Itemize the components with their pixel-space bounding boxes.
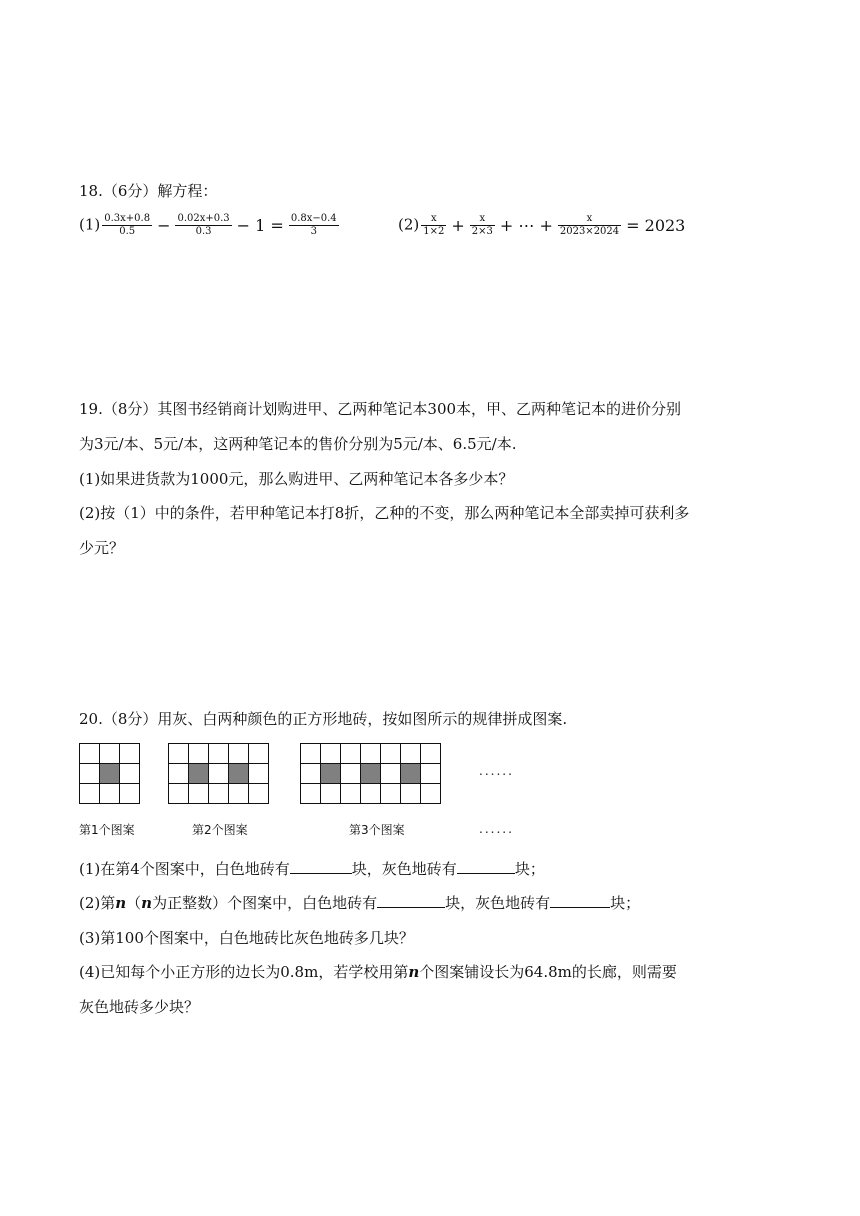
- eq2-frac3-numerator: x: [558, 213, 621, 226]
- eq2-frac2-denominator: 2×3: [471, 226, 493, 237]
- q20-part1-text-c: 块；: [514, 860, 545, 878]
- q20-part4-text-a: (4)已知每个小正方形的边长为0.8m，若学校用第: [79, 963, 409, 981]
- eq2-frac3-denominator: 2023×2024: [559, 226, 620, 237]
- q20-part2-text-e: 块；: [610, 894, 641, 912]
- q20-part-4-cont: 灰色地砖多少块？: [79, 998, 200, 1016]
- q20-part4-text-b: 个图案铺设长为64.8m的长廊，则需要: [419, 963, 677, 981]
- q19-part-2a: (2)按（1）中的条件，若甲种笔记本打8折，乙种的不变，那么两种笔记本全部卖掉可获利多: [79, 504, 690, 522]
- q18-equation-2: [398, 213, 688, 238]
- eq2-frac2-numerator: x: [470, 213, 495, 226]
- variable-n: n: [115, 894, 127, 912]
- eq2-rhs: = 2023: [626, 216, 686, 235]
- eq1-frac3-denominator: 3: [310, 226, 317, 237]
- eq1-fraction-1: [102, 213, 152, 238]
- answer-blank-white-4[interactable]: [290, 857, 352, 874]
- q20-part2-text-c: 为正整数）个图案中，白色地砖有: [152, 894, 378, 912]
- q18-heading: 18.（6分）解方程：: [79, 182, 218, 200]
- eq1-fraction-2: [175, 213, 231, 238]
- caption-ellipsis: ......: [479, 822, 514, 836]
- eq1-frac2-numerator: 0.02x+0.3: [177, 213, 230, 224]
- q19-part-1: (1)如果进货款为1000元，那么购进甲、乙两种笔记本各多少本？: [79, 470, 514, 488]
- q20-part-2: [79, 891, 640, 915]
- eq1-fraction-3: [289, 213, 339, 238]
- caption-pattern-2: 第2个图案: [192, 823, 248, 837]
- eq1-frac2-denominator: 0.3: [195, 226, 212, 237]
- eq2-fraction-2: [470, 213, 495, 238]
- eq1-label: (1): [79, 215, 101, 234]
- eq2-fraction-3: [558, 213, 621, 238]
- q20-part2-text-a: (2)第: [79, 894, 116, 912]
- answer-blank-gray-4[interactable]: [457, 857, 515, 874]
- variable-n: n: [141, 894, 153, 912]
- pattern-ellipsis: ......: [479, 764, 514, 778]
- q19-part-2b: 少元？: [79, 539, 125, 557]
- pattern-2: [168, 743, 271, 805]
- q20-part-1: [79, 857, 545, 881]
- eq2-label: (2): [398, 215, 420, 234]
- pattern-1: [79, 743, 141, 805]
- q20-part2-text-b: （: [126, 894, 142, 912]
- caption-pattern-1: 第1个图案: [79, 823, 135, 837]
- eq1-frac1-denominator: 0.5: [119, 226, 136, 237]
- q20-part1-text-a: (1)在第4个图案中，白色地砖有: [79, 860, 290, 878]
- q18-equation-1: [79, 213, 341, 238]
- eq2-ellipsis: + ⋯ +: [499, 216, 553, 235]
- answer-blank-white-n[interactable]: [377, 891, 445, 908]
- variable-n: n: [408, 963, 420, 981]
- eq1-frac3-numerator: 0.8x−0.4: [290, 213, 337, 224]
- pattern-3: [300, 743, 444, 805]
- eq2-fraction-1: [421, 213, 446, 238]
- q20-heading: 20.（8分）用灰、白两种颜色的正方形地砖，按如图所示的规律拼成图案.: [79, 710, 568, 728]
- q20-part1-text-b: 块，灰色地砖有: [351, 860, 457, 878]
- q20-part-4: [79, 960, 677, 984]
- eq1-rest: − 1 =: [236, 216, 284, 235]
- caption-pattern-3: 第3个图案: [349, 823, 405, 837]
- q20-part-3: (3)第100个图案中，白色地砖比灰色地砖多几块？: [79, 929, 414, 947]
- eq1-minus: −: [157, 216, 171, 235]
- eq2-plus: +: [451, 216, 465, 235]
- eq2-frac1-numerator: x: [421, 213, 446, 226]
- eq1-frac1-numerator: 0.3x+0.8: [104, 213, 151, 224]
- eq2-frac1-denominator: 1×2: [423, 226, 445, 237]
- q19-line-2: 为3元/本、5元/本，这两种笔记本的售价分别为5元/本、6.5元/本.: [79, 435, 517, 453]
- q20-part2-text-d: 块，灰色地砖有: [445, 894, 551, 912]
- q19-line-1: 19.（8分）其图书经销商计划购进甲、乙两种笔记本300本，甲、乙两种笔记本的进价分别: [79, 400, 682, 418]
- answer-blank-gray-n[interactable]: [550, 891, 610, 908]
